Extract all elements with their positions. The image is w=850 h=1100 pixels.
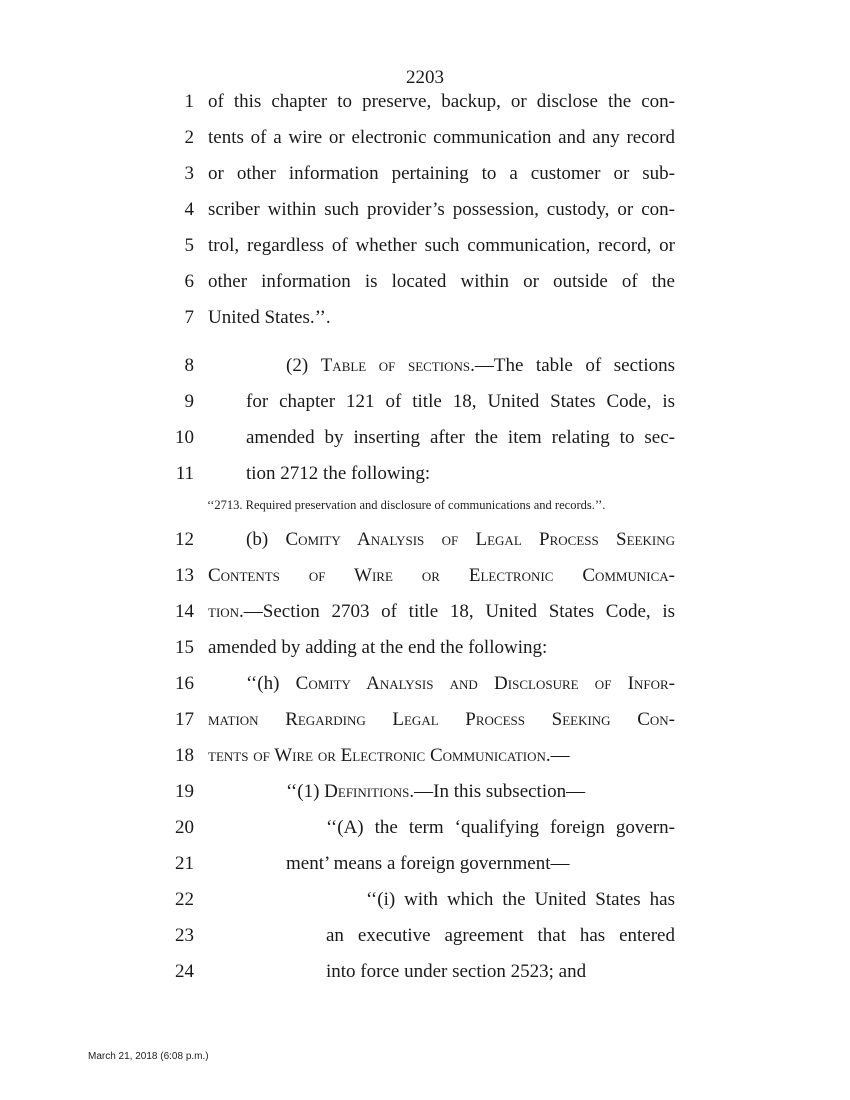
text-line <box>0 672 850 696</box>
line-number: 8 <box>184 355 194 376</box>
text-line <box>0 816 850 840</box>
line-number: 23 <box>175 925 194 946</box>
text-line <box>0 708 850 732</box>
line-text: ‘‘(h) Comity Analysis and Disclosure of Infor- <box>246 673 675 694</box>
text-line <box>0 960 850 984</box>
line-number: 16 <box>175 673 194 694</box>
text-line <box>0 600 850 624</box>
line-text: ‘‘(1) Definitions.—In this subsection— <box>286 781 586 802</box>
text-line <box>0 462 850 486</box>
footer-timestamp: March 21, 2018 (6:08 p.m.) <box>88 1051 209 1062</box>
line-number: 5 <box>184 235 194 256</box>
line-number: 9 <box>184 391 194 412</box>
text-line <box>0 198 850 222</box>
line-number: 18 <box>175 745 194 766</box>
line-text: United States.’’. <box>208 307 331 328</box>
line-text: trol, regardless of whether such communication, record, or <box>208 235 675 256</box>
text-line <box>0 564 850 588</box>
line-number: 20 <box>175 817 194 838</box>
line-number: 6 <box>184 271 194 292</box>
line-text: tion.—Section 2703 of title 18, United States Code, is <box>208 601 675 622</box>
line-text: ment’ means a foreign government— <box>286 853 570 874</box>
text-line <box>0 234 850 258</box>
text-line <box>0 780 850 804</box>
line-number: 4 <box>184 199 194 220</box>
line-text: scriber within such provider’s possession, custody, or con- <box>208 199 675 220</box>
line-text: an executive agreement that has entered <box>326 925 675 946</box>
text-line <box>0 354 850 378</box>
line-number: 2 <box>184 127 194 148</box>
line-number: 14 <box>175 601 194 622</box>
line-number: 10 <box>175 427 194 448</box>
line-text: (b) Comity Analysis of Legal Process Seeking <box>246 529 675 550</box>
line-text: tents of Wire or Electronic Communication.— <box>208 745 570 766</box>
page-number: 2203 <box>406 67 444 88</box>
line-number: 19 <box>175 781 194 802</box>
line-text: amended by inserting after the item relating to sec- <box>246 427 675 448</box>
line-text: tion 2712 the following: <box>246 463 431 484</box>
line-number: 22 <box>175 889 194 910</box>
text-line <box>0 888 850 912</box>
line-text: tents of a wire or electronic communication and any record <box>208 127 675 148</box>
line-number: 7 <box>184 307 194 328</box>
line-number: 3 <box>184 163 194 184</box>
line-number: 11 <box>175 463 194 484</box>
line-text: (2) Table of sections.—The table of sections <box>286 355 675 376</box>
text-line <box>0 306 850 330</box>
line-number: 1 <box>184 91 194 112</box>
text-line <box>0 90 850 114</box>
line-number: 12 <box>175 529 194 550</box>
text-line <box>0 528 850 552</box>
line-text: Contents of Wire or Electronic Communica- <box>208 565 675 586</box>
text-line <box>0 426 850 450</box>
line-text: ‘‘(i) with which the United States has <box>366 889 675 910</box>
text-line <box>0 852 850 876</box>
text-line <box>0 162 850 186</box>
text-line <box>0 924 850 948</box>
line-text: other information is located within or outside of the <box>208 271 675 292</box>
line-number: 15 <box>175 637 194 658</box>
line-number: 21 <box>175 853 194 874</box>
text-line <box>0 636 850 660</box>
line-text: ‘‘(A) the term ‘qualifying foreign govern- <box>326 817 675 838</box>
line-text: mation Regarding Legal Process Seeking Con- <box>208 709 675 730</box>
line-number: 24 <box>175 961 194 982</box>
line-text: amended by adding at the end the following: <box>208 637 548 658</box>
line-text: of this chapter to preserve, backup, or disclose the con- <box>208 91 675 112</box>
table-of-sections-item: ‘‘2713. Required preservation and disclosure of communications and records.’’. <box>207 498 606 512</box>
line-number: 13 <box>175 565 194 586</box>
text-line <box>0 744 850 768</box>
text-line <box>0 390 850 414</box>
line-text: or other information pertaining to a customer or sub- <box>208 163 675 184</box>
line-text: for chapter 121 of title 18, United States Code, is <box>246 391 675 412</box>
line-text: into force under section 2523; and <box>326 961 587 982</box>
text-line <box>0 270 850 294</box>
text-line <box>0 126 850 150</box>
line-number: 17 <box>175 709 194 730</box>
